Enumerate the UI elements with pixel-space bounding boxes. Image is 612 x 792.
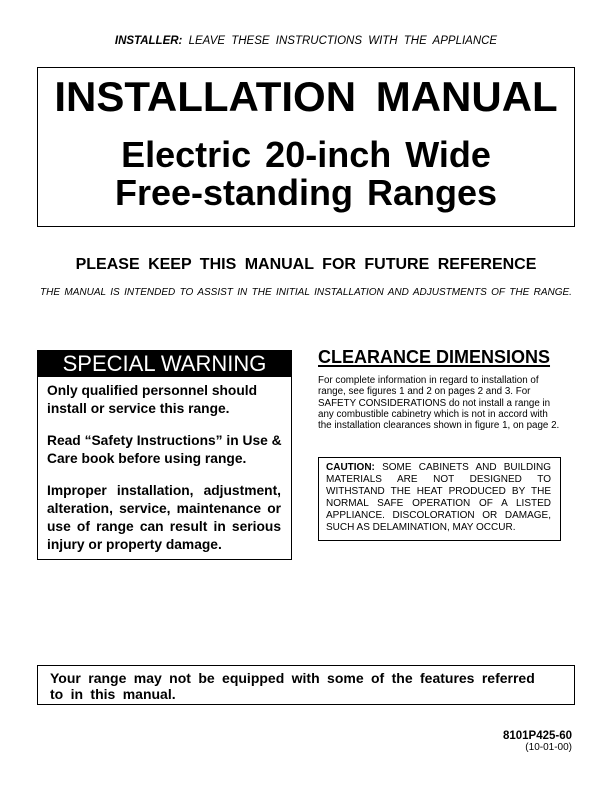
warning-line: Improper installation, adjustment, bbox=[47, 483, 281, 498]
installer-label: INSTALLER: bbox=[114, 35, 183, 47]
features-notice-line: to in this manual. bbox=[50, 686, 176, 702]
warning-line: injury or property damage. bbox=[47, 537, 222, 552]
special-warning-heading: SPECIAL WARNING bbox=[37, 350, 292, 377]
warning-line: alteration, service, maintenance or bbox=[47, 501, 281, 516]
warning-line: Read “Safety Instructions” in Use & bbox=[47, 433, 282, 448]
warning-paragraph bbox=[47, 482, 281, 554]
features-notice-line: Your range may not be equipped with some of the features referred bbox=[50, 670, 535, 686]
document-date: (10-01-00) bbox=[525, 742, 572, 753]
document-number: 8101P425-60 bbox=[502, 729, 572, 742]
warning-paragraph bbox=[47, 432, 281, 468]
subtitle-line: Electric 20-inch Wide bbox=[121, 134, 491, 176]
clearance-line: range, see figures 1 and 2 on pages 2 and 3. For bbox=[318, 386, 531, 398]
warning-body bbox=[47, 382, 281, 554]
purpose-note: THE MANUAL IS INTENDED TO ASSIST IN THE INITIAL INSTALLATION AND ADJUSTMENTS OF THE RANGE. bbox=[40, 287, 572, 298]
warning-line: Only qualified personnel should bbox=[47, 383, 258, 398]
warning-paragraph bbox=[47, 382, 281, 418]
special-warning-box bbox=[37, 350, 292, 560]
caution-line: MATERIALS ARE NOT DESIGNED TO bbox=[326, 474, 551, 485]
installer-note bbox=[0, 34, 612, 48]
caution-box bbox=[318, 457, 561, 541]
caution-label: CAUTION: bbox=[326, 462, 375, 473]
caution-text: SOME CABINETS AND BUILDING bbox=[382, 462, 551, 473]
features-notice-box bbox=[37, 665, 575, 705]
installer-text: LEAVE THESE INSTRUCTIONS WITH THE APPLIANCE bbox=[188, 35, 498, 47]
caution-line: APPLIANCE. DISCOLORATION OR DAMAGE, bbox=[326, 510, 551, 521]
caution-line: NORMAL SAFE OPERATION OF A LISTED bbox=[326, 498, 551, 509]
clearance-line: any combustible cabinetry which is not in accord with bbox=[318, 408, 548, 420]
title-box bbox=[37, 67, 575, 227]
warning-line: install or service this range. bbox=[47, 401, 230, 416]
clearance-heading: CLEARANCE DIMENSIONS bbox=[318, 347, 551, 367]
warning-line: Care book before using range. bbox=[47, 451, 247, 466]
caution-line: WITHSTAND THE HEAT PRODUCED BY THE bbox=[326, 486, 551, 497]
warning-line: use of range can result in serious bbox=[47, 519, 281, 534]
manual-title: INSTALLATION MANUAL bbox=[54, 72, 558, 120]
subtitle bbox=[38, 136, 574, 212]
caution-line: SUCH AS DELAMINATION, MAY OCCUR. bbox=[326, 522, 516, 533]
caution-line bbox=[326, 462, 551, 474]
clearance-text bbox=[318, 375, 559, 431]
clearance-line: For complete information in regard to installation of bbox=[318, 375, 539, 386]
clearance-line: the installation clearances shown in figure 1, on page 2. bbox=[318, 420, 560, 431]
keep-manual-notice: PLEASE KEEP THIS MANUAL FOR FUTURE REFERENCE bbox=[75, 256, 537, 273]
clearance-line: SAFETY CONSIDERATIONS do not install a range in bbox=[318, 397, 551, 409]
subtitle-line: Free-standing Ranges bbox=[114, 172, 498, 214]
